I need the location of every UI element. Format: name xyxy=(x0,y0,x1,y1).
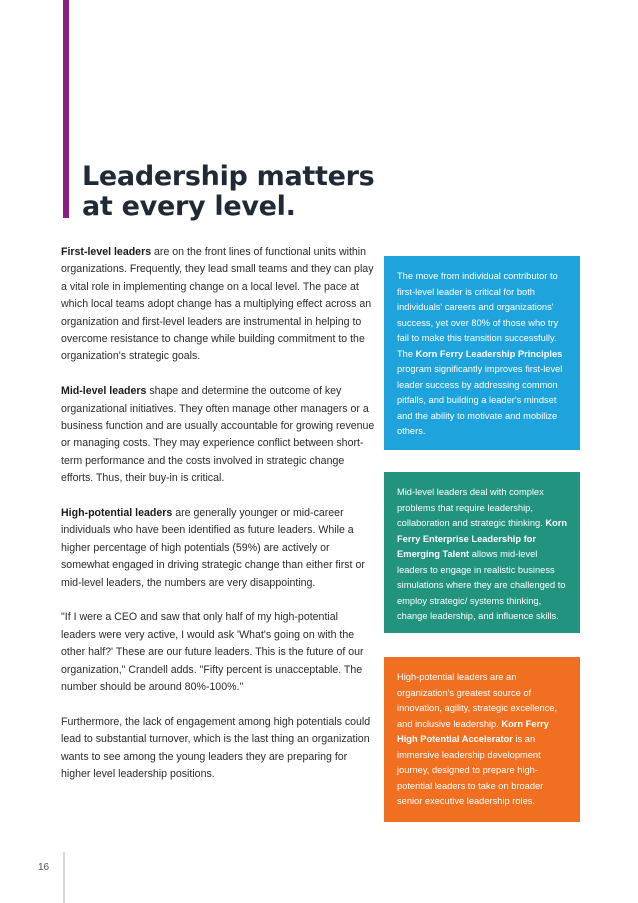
box3-program-name: Korn Ferry High Potential Accelerator xyxy=(397,718,549,744)
box3-text-post: is an immersive leadership development journey, designed to prepare high-potential leaders to take on broader senior executive leadership roles. xyxy=(397,734,544,806)
paragraph-turnover: Furthermore, the lack of engagement among high potentials could lead to substantial turnover, which is the last thing an organization wants to see among the young leaders they are preparing for higher level leadership positions. xyxy=(61,715,371,781)
text-first-level: are on the front lines of functional units within organizations. Frequently, they lead small teams and they can play a vital role in implementing change on a local level. The pace at which local teams adopt change has a multiplying effect across an organization and first-level leaders are instrumental in helping to overcome resistance to change while building commitment to the organization's strategic goals. xyxy=(61,246,374,363)
sidebar-box-first-level xyxy=(384,256,580,450)
text-high-potential: are generally younger or mid-career individuals who have been identified as future leaders. While a higher percentage of high potentials (59%) are actively or somewhat engaged in driving strategic change than either first or mid-level leaders, the numbers are very disappointing. xyxy=(61,507,365,589)
box3-text-pre: High-potential leaders are an organization's greatest source of innovation, agility, strategic excellence, and inclusive leadership. xyxy=(397,672,558,729)
title-line-2: at every level. xyxy=(82,191,296,222)
box1-text-post: program significantly improves first-level leader success by addressing common pitfalls, and building a leader's mindset and the ability to motivate and mobilize others. xyxy=(397,364,563,436)
page-number: 16 xyxy=(38,862,50,873)
body-column xyxy=(61,244,375,801)
footer-rule xyxy=(63,852,65,903)
lead-high-potential: High-potential leaders xyxy=(61,507,173,520)
box2-text-post: allows mid-level leaders to engage in realistic business simulations where they are challenged to employ strategic/ systems thinking, change leadership, and influence skills. xyxy=(397,549,566,621)
paragraph-mid-level xyxy=(61,383,375,487)
page-title xyxy=(82,162,374,222)
paragraph-quote: "If I were a CEO and saw that only half of my high-potential leaders were very active, I would ask 'What's going on with the other half?' These are our future leaders. This is the future of our organization," Crandell adds. "Fifty percent is unacceptable. The number should be around 80%-100%." xyxy=(61,611,364,694)
lead-mid-level: Mid-level leaders xyxy=(61,385,147,398)
title-line-1: Leadership matters xyxy=(82,161,375,192)
sidebar-box-mid-level xyxy=(384,472,580,633)
paragraph-first-level xyxy=(61,244,375,366)
sidebar-box-high-potential xyxy=(384,657,580,822)
paragraph-high-potential xyxy=(61,505,375,592)
accent-bar xyxy=(63,0,69,218)
box1-program-name: Korn Ferry Leadership Principles xyxy=(415,348,563,359)
lead-first-level: First-level leaders xyxy=(61,246,152,258)
text-mid-level: shape and determine the outcome of key organizational initiatives. They often manage other managers or a business function and are usually accountable for growing revenue or managing costs. They may experience conflict between short-term performance and the costs involved in strategic change efforts. Thus, their buy-in is critical. xyxy=(61,385,375,485)
box1-text-pre: The move from individual contributor to first-level leader is critical for both individuals' careers and organizations' success, yet over 80% of those who try fail to make this transition successfully. The xyxy=(397,271,559,359)
box2-text-pre: Mid-level leaders deal with complex problems that require leadership, collaboration and strategic thinking. xyxy=(397,487,546,528)
box2-program-name: Korn Ferry Enterprise Leadership for Emerging Talent xyxy=(397,518,568,559)
